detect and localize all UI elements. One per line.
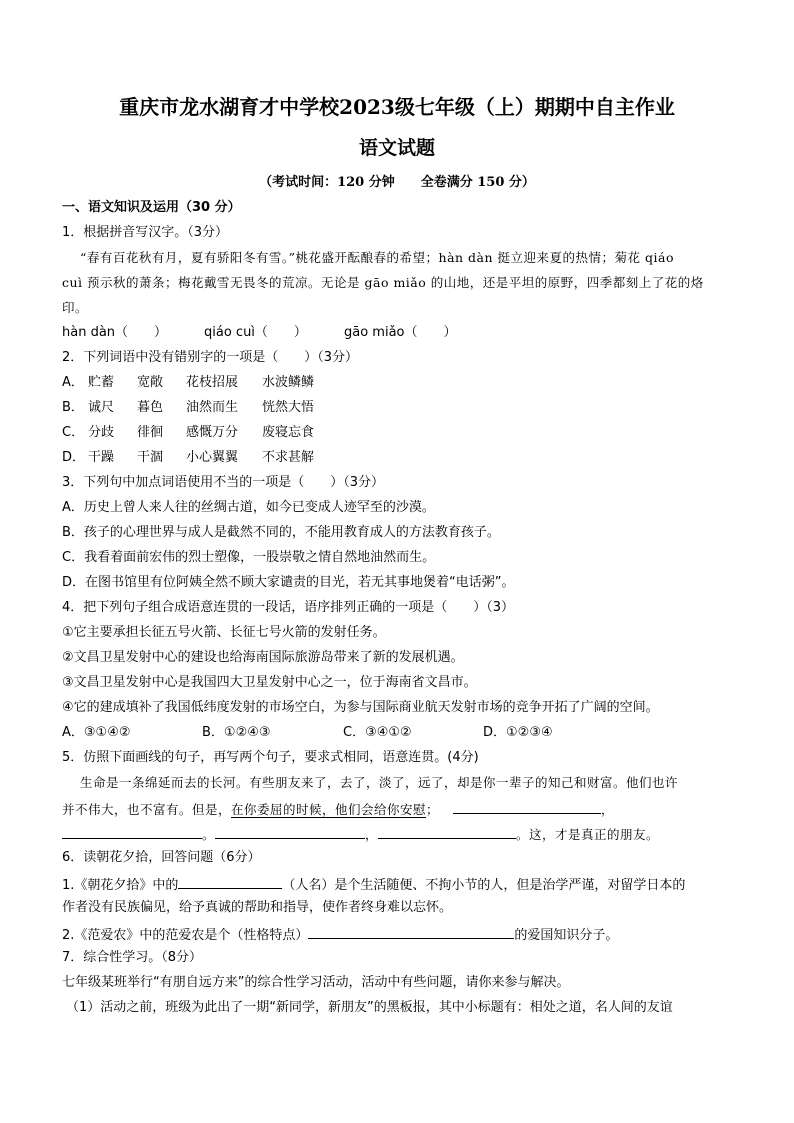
q6-item-1-tail: （人名）是个生活随便、不拘小节的人，但是治学严谨，对留学日本的 [282,878,686,893]
q2-option-word: 废寝忘食 [262,425,315,440]
q2-option-word: 感慨万分 [186,425,239,440]
q6-item-1-lead: 1.《朝花夕拾》中的 [62,878,179,893]
q4-sentence-2: ②文昌卫星发射中心的建设也给海南国际旅游岛带来了新的发展机遇。 [62,650,464,665]
q2-option-word: 干涸 [137,450,164,465]
q2-prompt: 2．下列词语中没有错别字的一项是（ ）（3分） [62,350,359,365]
q4-option-a[interactable]: A．③①④② [62,725,131,740]
q2-option-label[interactable]: C． [62,425,85,440]
q3-option-a[interactable]: A．历史上曾人来人往的丝绸古道，如今已变成人迹罕至的沙漠。 [62,500,435,515]
q5-underlined-sentence: 在你委屈的时候，他们会给你安慰 [231,802,427,817]
q7-intro: 七年级某班举行“有朋自远方来”的综合性学习活动，活动中有些问题，请你来参与解决。 [62,975,570,990]
q2-option-word: 分歧 [88,425,115,440]
q2-option-word: 花枝招展 [186,375,239,390]
q6-prompt: 6．读朝花夕拾，回答问题（6分） [62,850,261,865]
q5-prompt: 5．仿照下面画线的句子，再写两个句子，要求式相同，语意连贯。(4分) [62,750,479,765]
q2-option-label[interactable]: B． [62,400,84,415]
q3-option-c[interactable]: C．我看着面前宏伟的烈士塑像，一股崇敬之情自然地油然而生。 [62,550,436,565]
q7-prompt: 7．综合性学习。（8分） [62,950,203,965]
q4-prompt: 4．把下列句子组合成语意连贯的一段话，语序排列正确的一项是（ ）（3） [62,600,515,615]
q5-comma: ， [601,802,615,817]
q5-answer-blank-1[interactable] [453,799,601,814]
q1-blank-handan[interactable]: hàn dàn（ ） [62,325,168,340]
q2-option-label[interactable]: A． [62,375,84,390]
q1-blank-qiaocui[interactable]: qiáo cuì（ ） [204,325,307,340]
q5-ending: 。这，才是真正的朋友。 [516,827,660,842]
q1-passage-line-1: “春有百花秋有月，夏有骄阳冬有雪。”桃花盛开酝酿春的希望；hàn dàn 挺立迎来夏的热情；菊花 qiáo [80,250,674,265]
q6-answer-blank-2[interactable] [308,924,514,939]
q4-sentence-3: ③文昌卫星发射中心是我国四大卫星发射中心之一，位于海南省文昌市。 [62,675,477,690]
q4-option-d[interactable]: D．①②③④ [483,725,553,740]
q4-sentence-4: ④它的建成填补了我国低纬度发射的市场空白，为参与国际商业航天发射市场的竞争开拓了广阔的空间。 [62,700,659,715]
q6-answer-blank-1[interactable] [178,874,282,889]
q3-option-d[interactable]: D．在图书馆里有位阿姨全然不顾大家谴责的目光，若无其事地煲着“电话粥”。 [62,575,515,590]
q2-option-word: 干躁 [88,450,115,465]
q1-prompt: 1．根据拼音写汉字。（3分） [62,225,229,240]
q4-option-b[interactable]: B．①②④③ [202,725,271,740]
q4-option-c[interactable]: C．③④①② [343,725,412,740]
q6-item-2-lead: 2.《范爱农》中的范爱农是个（性格特点） [62,928,309,943]
q5-passage-line-2 [62,799,614,819]
q5-passage-text: 并不伟大，也不富有。但是， [62,802,232,817]
q2-option-word: 宽敞 [137,375,164,390]
q2-option-word: 贮蓄 [88,375,115,390]
q1-passage-line-2: cuì 预示秋的萧条；梅花戴雪无畏冬的荒凉。无论是 gāo miǎo 的山地，还是平坦的原野，四季都刻上了花的烙 [62,275,704,290]
q5-semicolon: ； [426,802,440,817]
q5-passage-line-3 [62,824,659,844]
q1-passage-line-3: 印。 [62,300,89,315]
page-title: 重庆市龙水湖育才中学校2023级七年级（上）期期中自主作业 [119,95,675,119]
q7-sub-1: （1）活动之前，班级为此出了一期“新同学，新朋友”的黑板报，其中小标题有：相处之道，名人间的友谊 [66,1000,673,1015]
q5-passage-line-1: 生命是一条绵延而去的长河。有些朋友来了，去了，淡了，远了，却是你一辈子的知己和财富。他们也许 [80,775,679,790]
q2-option-word: 暮色 [137,400,164,415]
q2-option-word: 不求甚解 [262,450,315,465]
q2-option-word: 油然而生 [186,400,239,415]
q2-option-label[interactable]: D． [62,450,86,465]
q2-option-word: 恍然大悟 [262,400,315,415]
q3-option-b[interactable]: B．孩子的心理世界与成人是截然不同的，不能用教育成人的方法教育孩子。 [62,525,500,540]
q3-prompt: 3．下列句中加点词语使用不当的一项是（ ）（3分） [62,475,385,490]
q5-answer-blank-4[interactable] [378,824,516,839]
q6-item-2 [62,924,618,945]
exam-info: （考试时间：120 分钟 全卷满分 150 分） [259,175,535,190]
q6-item-1-cont: 作者没有民族偏见，给予真诚的帮助和指导，使作者终身难以忘怀。 [62,900,453,915]
q2-option-word: 诚尺 [88,400,115,415]
q6-item-1 [62,874,685,895]
q2-option-word: 小心翼翼 [186,450,239,465]
q6-item-2-tail: 的爱国知识分子。 [514,928,619,943]
q5-answer-blank-2[interactable] [62,824,202,839]
q5-period: 。 [202,827,216,842]
q5-answer-blank-3[interactable] [215,824,365,839]
section-heading: 一、语文知识及运用（30 分） [62,200,241,215]
page-subtitle: 语文试题 [358,137,435,159]
q2-option-word: 水波鳞鳞 [262,375,315,390]
q4-sentence-1: ①它主要承担长征五号火箭、长征七号火箭的发射任务。 [62,625,386,640]
q5-comma-2: ， [365,827,379,842]
q1-blank-gaomiao[interactable]: gāo miǎo（ ） [344,325,457,340]
q2-option-word: 徘徊 [137,425,164,440]
